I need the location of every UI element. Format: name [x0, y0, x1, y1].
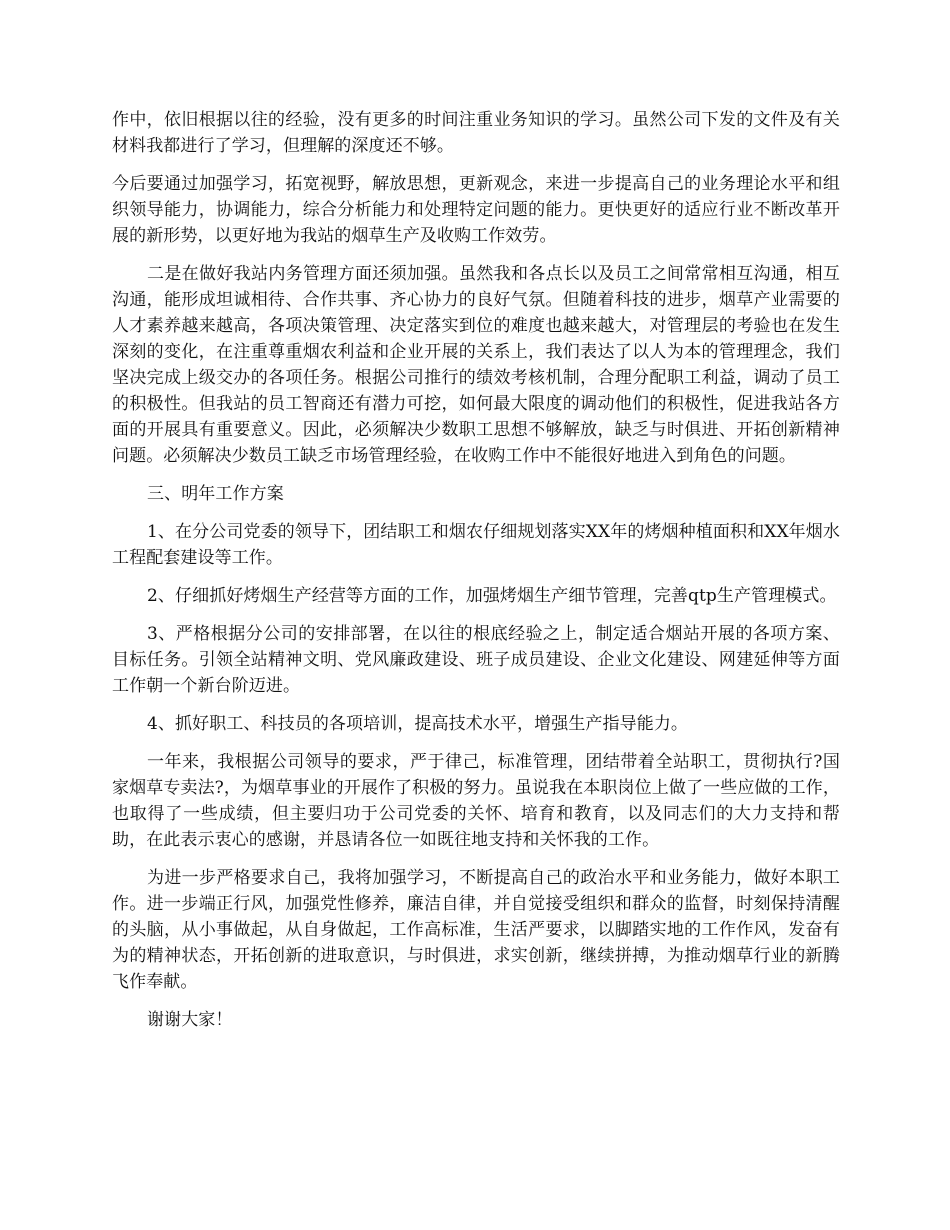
closing-thanks: 谢谢大家！: [147, 1010, 233, 1030]
section-heading-next-year-plan: 三、明年工作方案: [147, 484, 284, 504]
paragraph-annual-summary: 一年来，我根据公司领导的要求，严于律己，标准管理，团结带着全站职工，贯彻执行?国家烟草专卖法?，为烟草事业的开展作了积极的努力。虽说我在本职岗位上做了一些应做的工作，也取得了一些成绩，但主要归功于公司党委的关怀、培育和教育，以及同志们的大力支持和帮助，在此表示衷心的感谢，并恳请各位一如既往地支持和关怀我的工作。: [112, 752, 840, 850]
plan-item-4: 4、抓好职工、科技员的各项培训，提高技术水平，增强生产指导能力。: [147, 714, 689, 734]
plan-item-3: 3、严格根据分公司的安排部署，在以往的根底经验之上，制定适合烟站开展的各项方案、目标任务。引领全站精神文明、党风廉政建设、班子成员建设、企业文化建设、网建延伸等方面工作朝一个新台阶迈进。: [112, 624, 840, 696]
plan-item-2: 2、仔细抓好烤烟生产经营等方面的工作，加强烤烟生产细节管理，完善qtp生产管理模式。: [147, 586, 837, 606]
plan-item-1: 1、在分公司党委的领导下，团结职工和烟农仔细规划落实XX年的烤烟种植面积和XX年烟水工程配套建设等工作。: [112, 522, 840, 568]
paragraph-internal-management: 二是在做好我站内务管理方面还须加强。虽然我和各点长以及员工之间常常相互沟通，相互沟通，能形成坦诚相待、合作共事、齐心协力的良好气氛。但随着科技的进步，烟草产业需要的人才素养越来越高，各项决策管理、决定落实到位的难度也越来越大，对管理层的考验也在发生深刻的变化，在注重尊重烟农利益和企业开展的关系上，我们表达了以人为本的管理理念，我们坚决完成上级交办的各项任务。根据公司推行的绩效考核机制，合理分配职工利益，调动了员工的积极性。但我站的员工智商还有潜力可挖，如何最大限度的调动他们的积极性，促进我站各方面的开展具有重要意义。因此，必须解决少数职工思想不够解放，缺乏与时俱进、开拓创新精神问题。必须解决少数员工缺乏市场管理经验，在收购工作中不能很好地进入到角色的问题。: [112, 264, 840, 466]
paragraph-improvement-plan: 今后要通过加强学习，拓宽视野，解放思想，更新观念，来进一步提高自己的业务理论水平和组织领导能力，协调能力，综合分析能力和处理特定问题的能力。更快更好的适应行业不断改革开展的新形势，以更好地为我站的烟草生产及收购工作效劳。: [112, 174, 840, 246]
paragraph-self-requirements: 为进一步严格要求自己，我将加强学习，不断提高自己的政治水平和业务能力，做好本职工作。进一步端正行风，加强党性修养，廉洁自律，并自觉接受组织和群众的监督，时刻保持清醒的头脑，从小事做起，从自身做起，工作高标准，生活严要求，以脚踏实地的工作作风，发奋有为的精神状态，开拓创新的进取意识，与时俱进，求实创新，继续拼搏，为推动烟草行业的新腾飞作奉献。: [112, 868, 840, 992]
paragraph-continuation: 作中，依旧根据以往的经验，没有更多的时间注重业务知识的学习。虽然公司下发的文件及有关材料我都进行了学习，但理解的深度还不够。: [112, 110, 840, 156]
document-body: [112, 107, 840, 1045]
